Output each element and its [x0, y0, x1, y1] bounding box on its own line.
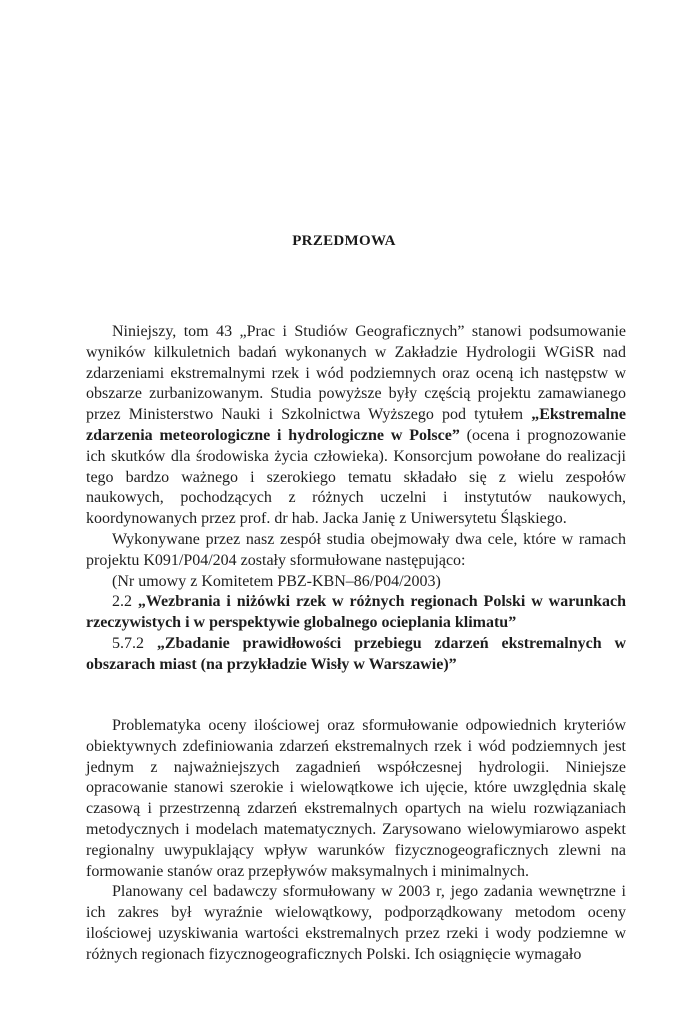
goal-title-1: „Wezbrania i niżówki rzek w różnych regionach Polski w warunkach rzeczywistych i w perspektywie globalnego ocieplania klimatu” — [86, 593, 627, 632]
paragraph-contract: (Nr umowy z Komitetem PBZ-KBN–86/P04/2003) — [112, 572, 441, 590]
paragraph-problem: Problematyka oceny ilościowej oraz sformułowanie odpowiednich kryteriów obiektywnych zdefiniowania zdarzeń ekstremalnych rzek i wód podziemnych jest jednym z najważniejszych zagadnień współczesnej hydrologii. Niniejsze opracowanie stanowi szerokie i wielowątkowe ich ujęcie, które uwzględnia skalę czasową i przestrzenną zdarzeń ekstremalnych opartych na wielu rozwiązaniach metodycznych i modelach matematycznych. Zarysowano wielowymiarowo aspekt regionalny uwypuklający wpływ warunków fizycznogeograficznych zlewni na formowanie stanów oraz przepływów maksymalnych i minimalnych. — [86, 717, 626, 880]
paragraph-intro-part1: Niniejszy, tom 43 „Prac i Studiów Geograficznych” stanowi podsumowanie wyników kilkuletnich badań wykonanych w Zakładzie Hydrologii WGiSR nad zdarzeniami ekstremalnymi rzek i wód podziemnych oraz oceną ich następstw w obszarze zurbanizowanym. Studia powyższe były częścią projektu zamawianego przez Ministerstwo Nauki i Szkolnictwa Wyższego pod tytułem — [86, 323, 626, 424]
goal-number-1: 2.2 — [112, 593, 138, 611]
goal-item-1 — [86, 592, 626, 634]
page-title: PRZEDMOWA — [292, 233, 396, 249]
paragraph-goals: Wykonywane przez nasz zespół studia obejmowały dwa cele, które w ramach projektu K091/P04/204 zostały sformułowane następująco: — [86, 530, 626, 569]
body-text-top — [86, 322, 626, 676]
paragraph-intro — [86, 322, 626, 530]
project-title: „Ekstremalne zdarzenia meteorologiczne i hydrologiczne w Polsce” — [86, 406, 626, 444]
goal-item-2 — [86, 634, 626, 676]
paragraph-intro-part2: (ocena i prognozowanie ich skutków dla środowiska życia człowieka). Konsorcjum powołane do realizacji tego bardzo ważnego i szerokiego tematu składało się z wielu zespołów naukowych, pochodzących z różnych uczelni i instytutów naukowych, koordynowanych przez prof. dr hab. Jacka Janię z Uniwersytetu Śląskiego. — [86, 426, 626, 528]
goal-title-2: „Zbadanie prawidłowości przebiegu zdarzeń ekstremalnych w obszarach miast (na przykładzie Wisły w Warszawie)” — [86, 634, 626, 673]
body-text-bottom — [86, 716, 626, 966]
goal-number-2: 5.7.2 — [112, 634, 157, 652]
paragraph-plan: Planowany cel badawczy sformułowany w 2003 r, jego zadania wewnętrzne i ich zakres był wyraźnie wielowątkowy, podporządkowany metodom oceny ilościowej uzyskiwania wartości ekstremalnych przez rzeki i wody podziemne w różnych regionach fizycznogeograficznych Polski. Ich osiągnięcie wymagało — [86, 883, 626, 963]
